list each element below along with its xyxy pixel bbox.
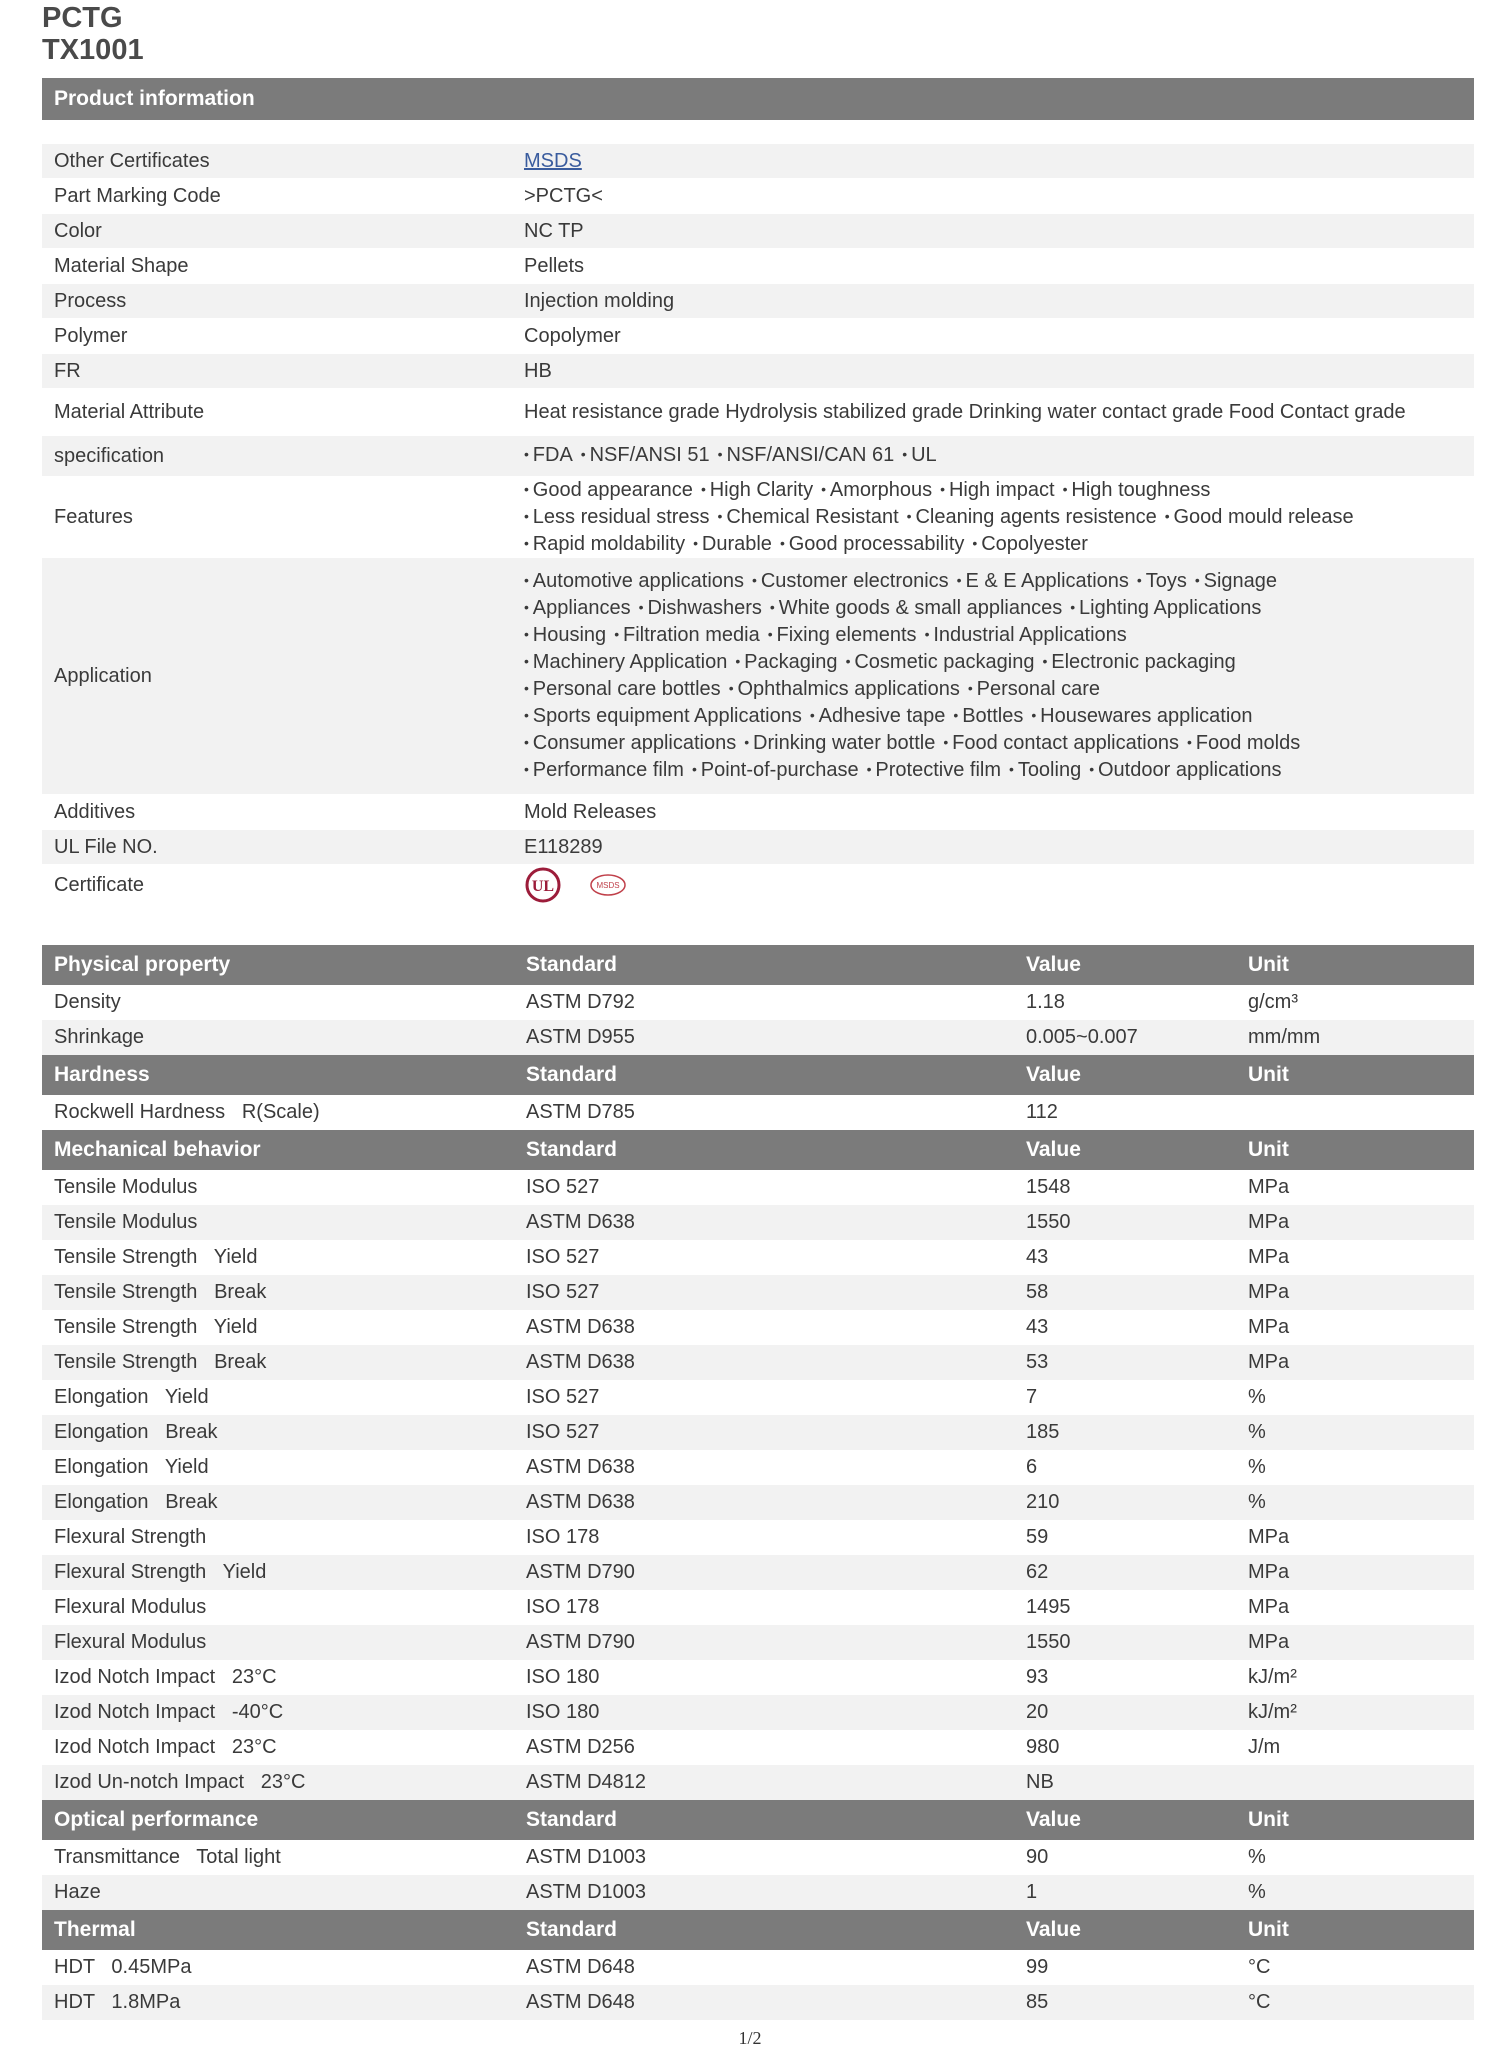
bullet-line — [524, 730, 1454, 757]
info-label: Application — [54, 664, 152, 687]
bullet-item: • Automotive applications — [524, 568, 744, 595]
property-unit: MPa — [1248, 1596, 1290, 1618]
property-value: NB — [1026, 1771, 1054, 1793]
table-row — [42, 1275, 1474, 1310]
bullet-item: • Machinery Application — [524, 649, 727, 676]
info-label: UL File NO. — [54, 835, 158, 858]
bullet-item: • Signage — [1195, 568, 1277, 595]
table-row — [42, 1730, 1474, 1765]
table-row — [42, 1555, 1474, 1590]
property-standard: ASTM D638 — [526, 1351, 635, 1373]
property-value: 980 — [1026, 1736, 1060, 1758]
info-value — [524, 359, 1474, 384]
property-name: Shrinkage — [54, 1026, 145, 1048]
property-unit: MPa — [1248, 1281, 1290, 1303]
info-value-text: E118289 — [524, 835, 603, 858]
ul-logo-icon — [524, 866, 562, 904]
table-row — [42, 1875, 1474, 1910]
svg-text:UL: UL — [531, 878, 555, 895]
info-row — [42, 558, 1474, 794]
info-row — [42, 354, 1474, 388]
bullet-item: • Industrial Applications — [925, 622, 1127, 649]
property-value: 20 — [1026, 1701, 1049, 1723]
property-standard: ISO 180 — [526, 1701, 600, 1723]
table-row — [42, 1310, 1474, 1345]
property-standard: ISO 178 — [526, 1526, 600, 1548]
info-label: Polymer — [54, 324, 128, 347]
property-unit: % — [1248, 1491, 1266, 1513]
table-row — [42, 1170, 1474, 1205]
info-value — [524, 568, 1474, 784]
info-value — [524, 443, 1474, 469]
table-row — [42, 1205, 1474, 1240]
property-value: 0.005~0.007 — [1026, 1026, 1138, 1048]
property-value: 58 — [1026, 1281, 1049, 1303]
property-value: 90 — [1026, 1846, 1049, 1868]
property-value: 93 — [1026, 1666, 1049, 1688]
standard-header: Standard — [526, 1918, 618, 1941]
property-unit: % — [1248, 1386, 1266, 1408]
table-row — [42, 1520, 1474, 1555]
section-header — [42, 1055, 1474, 1095]
property-standard: ISO 527 — [526, 1246, 600, 1268]
material-name: PCTG — [42, 2, 123, 34]
property-standard: ASTM D790 — [526, 1561, 635, 1583]
bullet-item: • Dishwashers — [639, 595, 762, 622]
property-unit: g/cm³ — [1248, 991, 1298, 1013]
unit-header: Unit — [1248, 1138, 1289, 1161]
property-name: Rockwell Hardness R(Scale) — [54, 1101, 320, 1123]
section-header — [42, 1800, 1474, 1840]
info-value — [524, 289, 1474, 314]
bullet-item: • High toughness — [1063, 477, 1211, 504]
property-value: 1.18 — [1026, 991, 1065, 1013]
bullet-line — [524, 676, 1454, 703]
info-value — [524, 800, 1474, 825]
spec-item: • NSF/ANSI/CAN 61 — [718, 443, 895, 469]
property-name: Flexural Modulus — [54, 1596, 207, 1618]
info-row — [42, 284, 1474, 318]
spec-item: • NSF/ANSI 51 — [581, 443, 710, 469]
table-row — [42, 1415, 1474, 1450]
property-name: Tensile Strength Yield — [54, 1316, 258, 1338]
property-value: 43 — [1026, 1246, 1049, 1268]
unit-header: Unit — [1248, 1918, 1289, 1941]
property-unit: MPa — [1248, 1631, 1290, 1653]
bullet-item: • Point-of-purchase — [692, 757, 859, 784]
section-title: Optical performance — [54, 1808, 259, 1831]
property-unit: MPa — [1248, 1351, 1290, 1373]
property-unit: J/m — [1248, 1736, 1281, 1758]
section-title: Hardness — [54, 1063, 150, 1086]
property-value: 1550 — [1026, 1631, 1071, 1653]
property-value: 1 — [1026, 1881, 1038, 1903]
property-unit: °C — [1248, 1956, 1271, 1978]
bullet-item: • Less residual stress — [524, 504, 710, 531]
info-value-text: Pellets — [524, 254, 585, 277]
table-row — [42, 1590, 1474, 1625]
section-title: Physical property — [54, 953, 231, 976]
property-standard: ASTM D792 — [526, 991, 635, 1013]
info-row — [42, 144, 1474, 178]
bullet-item: • White goods & small appliances — [770, 595, 1062, 622]
property-value: 59 — [1026, 1526, 1049, 1548]
spec-item: • UL — [902, 443, 936, 469]
bullet-item: • Bottles — [953, 703, 1023, 730]
property-name: Tensile Strength Yield — [54, 1246, 258, 1268]
standard-header: Standard — [526, 1063, 618, 1086]
bullet-item: • Performance film — [524, 757, 684, 784]
bullet-item: • Toys — [1137, 568, 1187, 595]
bullet-item: • Customer electronics — [752, 568, 949, 595]
svg-text:MSDS: MSDS — [596, 881, 620, 890]
product-info-table — [42, 144, 1474, 906]
info-label: Features — [54, 505, 133, 528]
property-unit: MPa — [1248, 1246, 1290, 1268]
bullet-line — [524, 622, 1454, 649]
info-label: Certificate — [54, 873, 145, 896]
table-row — [42, 1695, 1474, 1730]
msds-link[interactable]: MSDS — [524, 149, 582, 172]
property-tables — [42, 945, 1474, 2020]
info-value — [524, 400, 1474, 425]
table-row — [42, 1240, 1474, 1275]
bullet-item: • Fixing elements — [768, 622, 917, 649]
bullet-item: • Cleaning agents resistence — [907, 504, 1157, 531]
bullet-line — [524, 595, 1454, 622]
product-info-header: Product information — [42, 78, 1474, 120]
bullet-item: • Lighting Applications — [1070, 595, 1261, 622]
info-label: Process — [54, 289, 127, 312]
property-name: Tensile Strength Break — [54, 1351, 267, 1373]
property-value: 1550 — [1026, 1211, 1071, 1233]
bullet-item: • Appliances — [524, 595, 631, 622]
table-row — [42, 1985, 1474, 2020]
bullet-item: • Food contact applications — [943, 730, 1179, 757]
info-value — [524, 324, 1474, 349]
info-label: Part Marking Code — [54, 184, 221, 207]
info-row — [42, 214, 1474, 248]
property-standard: ASTM D1003 — [526, 1881, 647, 1903]
info-value — [524, 835, 1474, 860]
bullet-line — [524, 649, 1454, 676]
info-row — [42, 436, 1474, 476]
property-standard: ISO 527 — [526, 1281, 600, 1303]
value-header: Value — [1026, 1138, 1081, 1161]
info-row — [42, 794, 1474, 830]
property-name: HDT 1.8MPa — [54, 1991, 181, 2013]
property-standard: ASTM D785 — [526, 1101, 635, 1123]
property-unit: kJ/m² — [1248, 1666, 1297, 1688]
property-value: 7 — [1026, 1386, 1038, 1408]
info-value-text: Mold Releases — [524, 800, 657, 823]
section-title: Thermal — [54, 1918, 136, 1941]
table-row — [42, 1660, 1474, 1695]
bullet-line — [524, 703, 1454, 730]
bullet-item: • Housewares application — [1031, 703, 1252, 730]
property-standard: ASTM D1003 — [526, 1846, 647, 1868]
section-header — [42, 1910, 1474, 1950]
table-row — [42, 1450, 1474, 1485]
property-standard: ISO 527 — [526, 1386, 600, 1408]
property-name: Izod Un-notch Impact 23°C — [54, 1771, 306, 1793]
property-name: Tensile Modulus — [54, 1176, 198, 1198]
property-unit: MPa — [1248, 1526, 1290, 1548]
info-value — [524, 184, 1474, 209]
bullet-line — [524, 504, 1454, 531]
grade-name: TX1001 — [42, 34, 144, 66]
property-value: 62 — [1026, 1561, 1049, 1583]
bullet-item: • Amorphous — [821, 477, 932, 504]
property-standard: ASTM D638 — [526, 1491, 635, 1513]
table-row — [42, 1380, 1474, 1415]
info-value — [524, 149, 1474, 174]
bullet-item: • Good appearance — [524, 477, 693, 504]
property-name: Elongation Yield — [54, 1386, 209, 1408]
property-name: Izod Notch Impact 23°C — [54, 1736, 277, 1758]
table-row — [42, 1095, 1474, 1130]
property-standard: ASTM D648 — [526, 1956, 635, 1978]
property-standard: ASTM D648 — [526, 1991, 635, 2013]
property-unit: MPa — [1248, 1176, 1290, 1198]
info-value-text: HB — [524, 359, 552, 382]
info-label: Other Certificates — [54, 149, 210, 172]
bullet-item: • Electronic packaging — [1042, 649, 1235, 676]
value-header: Value — [1026, 1808, 1081, 1831]
property-standard: ASTM D955 — [526, 1026, 635, 1048]
unit-header: Unit — [1248, 953, 1289, 976]
info-value — [524, 219, 1474, 244]
bullet-item: • Tooling — [1009, 757, 1081, 784]
bullet-item: • Cosmetic packaging — [846, 649, 1035, 676]
bullet-item: • Outdoor applications — [1089, 757, 1281, 784]
bullet-item: • Personal care — [968, 676, 1100, 703]
section-title: Mechanical behavior — [54, 1138, 261, 1161]
property-name: Flexural Strength — [54, 1526, 207, 1548]
property-unit: MPa — [1248, 1316, 1290, 1338]
unit-header: Unit — [1248, 1063, 1289, 1086]
property-standard: ISO 527 — [526, 1421, 600, 1443]
value-header: Value — [1026, 953, 1081, 976]
property-value: 1495 — [1026, 1596, 1071, 1618]
bullet-item: • Drinking water bottle — [744, 730, 935, 757]
table-row — [42, 1345, 1474, 1380]
standard-header: Standard — [526, 1808, 618, 1831]
info-label: specification — [54, 444, 165, 467]
property-name: Haze — [54, 1881, 101, 1903]
standard-header: Standard — [526, 953, 618, 976]
info-value — [524, 254, 1474, 279]
property-name: Elongation Break — [54, 1421, 218, 1443]
property-name: Elongation Yield — [54, 1456, 209, 1478]
property-name: Elongation Break — [54, 1491, 218, 1513]
bullet-line — [524, 531, 1454, 558]
property-standard: ISO 527 — [526, 1176, 600, 1198]
bullet-item: • Good mould release — [1165, 504, 1354, 531]
section-header — [42, 945, 1474, 985]
info-value-text: NC TP — [524, 219, 584, 242]
property-unit: MPa — [1248, 1211, 1290, 1233]
property-unit: MPa — [1248, 1561, 1290, 1583]
table-row — [42, 1020, 1474, 1055]
bullet-item: • Housing — [524, 622, 606, 649]
bullet-item: • Consumer applications — [524, 730, 736, 757]
property-unit: mm/mm — [1248, 1026, 1321, 1048]
property-standard: ASTM D638 — [526, 1211, 635, 1233]
property-value: 43 — [1026, 1316, 1049, 1338]
info-row — [42, 388, 1474, 436]
bullet-item: • Protective film — [867, 757, 1001, 784]
info-label: Material Attribute — [54, 400, 205, 423]
property-value: 185 — [1026, 1421, 1060, 1443]
table-row — [42, 1625, 1474, 1660]
property-value: 6 — [1026, 1456, 1038, 1478]
property-name: Flexural Modulus — [54, 1631, 207, 1653]
property-unit: % — [1248, 1881, 1266, 1903]
property-unit: % — [1248, 1421, 1266, 1443]
bullet-item: • Good processability — [780, 531, 964, 558]
page-number: 1/2 — [738, 2028, 762, 2048]
bullet-item: • Durable — [693, 531, 772, 558]
property-name: Density — [54, 991, 121, 1013]
info-row — [42, 476, 1474, 558]
property-unit: % — [1248, 1456, 1266, 1478]
msds-logo-icon — [588, 872, 628, 898]
property-value: 1548 — [1026, 1176, 1071, 1198]
info-label: Material Shape — [54, 254, 189, 277]
bullet-item: • Sports equipment Applications — [524, 703, 802, 730]
property-name: Flexural Strength Yield — [54, 1561, 267, 1583]
property-value: 112 — [1026, 1101, 1058, 1123]
unit-header: Unit — [1248, 1808, 1289, 1831]
table-row — [42, 1950, 1474, 1985]
info-value — [524, 477, 1474, 558]
bullet-item: • Rapid moldability — [524, 531, 685, 558]
value-header: Value — [1026, 1063, 1081, 1086]
bullet-item: • Copolyester — [972, 531, 1088, 558]
property-standard: ASTM D638 — [526, 1456, 635, 1478]
table-row — [42, 985, 1474, 1020]
bullet-line — [524, 477, 1454, 504]
standard-header: Standard — [526, 1138, 618, 1161]
info-label: Additives — [54, 800, 136, 823]
bullet-line — [524, 757, 1454, 784]
bullet-item: • Filtration media — [614, 622, 760, 649]
property-name: HDT 0.45MPa — [54, 1956, 192, 1978]
property-name: Tensile Modulus — [54, 1211, 198, 1233]
property-standard: ASTM D4812 — [526, 1771, 647, 1793]
bullet-item: • Food molds — [1187, 730, 1300, 757]
property-value: 85 — [1026, 1991, 1049, 2013]
property-value: 99 — [1026, 1956, 1049, 1978]
bullet-item: • Ophthalmics applications — [729, 676, 960, 703]
bullet-item: • High impact — [940, 477, 1054, 504]
info-label: Color — [54, 219, 102, 242]
property-value: 210 — [1026, 1491, 1060, 1513]
info-row — [42, 248, 1474, 284]
info-value-text: Heat resistance grade Hydrolysis stabilized grade Drinking water contact grade Food Contact grade — [524, 400, 1406, 423]
property-name: Transmittance Total light — [54, 1846, 281, 1868]
property-name: Izod Notch Impact -40°C — [54, 1701, 284, 1723]
property-standard: ASTM D638 — [526, 1316, 635, 1338]
bullet-line — [524, 568, 1454, 595]
section-header — [42, 1130, 1474, 1170]
property-standard: ISO 180 — [526, 1666, 600, 1688]
info-value-text: >PCTG< — [524, 184, 603, 207]
table-row — [42, 1840, 1474, 1875]
info-row — [42, 830, 1474, 864]
property-unit: °C — [1248, 1991, 1271, 2013]
property-name: Izod Notch Impact 23°C — [54, 1666, 277, 1688]
bullet-item: • Chemical Resistant — [718, 504, 899, 531]
bullet-item: • Personal care bottles — [524, 676, 721, 703]
info-label: FR — [54, 359, 81, 382]
property-unit: kJ/m² — [1248, 1701, 1297, 1723]
info-value-text: Injection molding — [524, 289, 675, 312]
info-value — [524, 866, 1474, 904]
property-standard: ISO 178 — [526, 1596, 600, 1618]
info-row — [42, 318, 1474, 354]
property-unit: % — [1248, 1846, 1266, 1868]
bullet-item: • Adhesive tape — [810, 703, 946, 730]
info-row — [42, 178, 1474, 214]
table-row — [42, 1485, 1474, 1520]
bullet-item: • Packaging — [735, 649, 837, 676]
info-value-text: Copolymer — [524, 324, 621, 347]
spec-item: • FDA — [524, 443, 573, 469]
property-standard: ASTM D256 — [526, 1736, 635, 1758]
value-header: Value — [1026, 1918, 1081, 1941]
bullet-item: • E & E Applications — [957, 568, 1129, 595]
bullet-item: • High Clarity — [701, 477, 813, 504]
table-row — [42, 1765, 1474, 1800]
property-standard: ASTM D790 — [526, 1631, 635, 1653]
property-name: Tensile Strength Break — [54, 1281, 267, 1303]
property-value: 53 — [1026, 1351, 1049, 1373]
info-row — [42, 864, 1474, 906]
